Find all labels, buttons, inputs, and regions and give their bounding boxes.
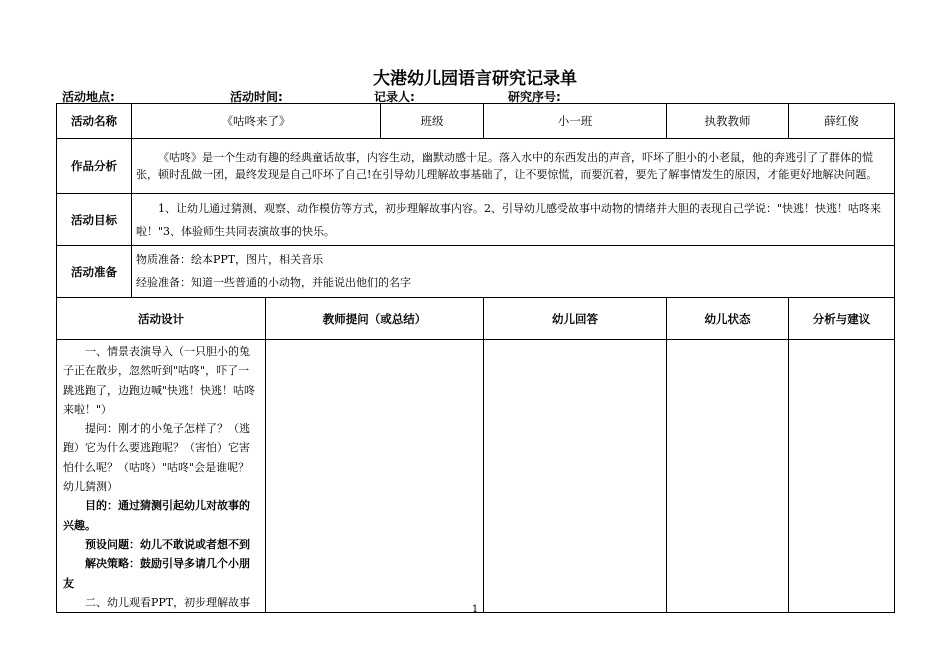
- activity-name-value: 《咕咚来了》: [132, 104, 381, 139]
- recorder-label: 记录人:: [374, 90, 415, 104]
- design-header-row: [57, 298, 895, 340]
- design-content: [57, 340, 266, 613]
- design-intro: 一、情景表演导入（一只胆小的兔子正在散步，忽然听到"咕咚"，吓了一跳逃跑了，边跑边喊"快逃！快逃！咕咚来啦！"）: [63, 345, 256, 416]
- prep-row: [57, 246, 895, 298]
- analysis-row: [57, 139, 895, 194]
- record-form-table: [56, 103, 895, 613]
- teacher-label: 执教教师: [667, 104, 789, 139]
- class-value: 小一班: [484, 104, 667, 139]
- prep-cell: [132, 246, 895, 298]
- status-header: 幼儿状态: [667, 298, 789, 340]
- prep-material: 物质准备：绘本PPT，图片，相关音乐: [136, 253, 324, 266]
- design-header: 活动设计: [57, 298, 266, 340]
- teacher-value: 薛红俊: [789, 104, 895, 139]
- analysis-text: 《咕咚》是一个生动有趣的经典童话故事，内容生动，幽默动感十足。落入水中的东西发出的声音，吓坏了胆小的小老鼠，他的奔逃引了了群体的慌张，顿时乱做一团，最终发现是自己吓坏了自己!在引导幼儿理解故事基础了，让不要惊慌，而要沉着，要先了解事情发生的原因，才能更好地解决问题。: [136, 151, 878, 181]
- advice-header: 分析与建议: [789, 298, 895, 340]
- activity-name-row: [57, 104, 895, 139]
- serial-label: 研究序号:: [508, 90, 561, 104]
- goals-label: 活动目标: [57, 194, 132, 246]
- prep-label: 活动准备: [57, 246, 132, 298]
- question-header: 教师提问（或总结）: [266, 298, 484, 340]
- design-question: 提问：刚才的小兔子怎样了？（逃跑）它为什么要逃跑呢？（害怕）它害怕什么呢？（咕咚）"咕咚"会是谁呢？幼儿猜测）: [63, 422, 250, 494]
- prep-experience: 经验准备：知道一些普通的小动物，并能说出他们的名字: [136, 276, 411, 289]
- activity-name-label: 活动名称: [57, 104, 132, 139]
- time-label: 活动时间:: [230, 90, 283, 104]
- question-cell[interactable]: [266, 340, 484, 613]
- design-step-two: 二、幼儿观看PPT，初步理解故事: [85, 595, 251, 609]
- page-number: 1: [471, 604, 479, 615]
- goals-cell: [132, 194, 895, 246]
- goals-text: 1、让幼儿通过猜测、观察、动作模仿等方式，初步理解故事内容。2、引导幼儿感受故事中动物的情绪并大胆的表现自己学说："快逃！快逃！咕咚来啦！"3、体验师生共同表演故事的快乐。: [136, 201, 882, 238]
- analysis-label: 作品分析: [57, 139, 132, 194]
- location-label: 活动地点:: [62, 90, 115, 104]
- goals-row: [57, 194, 895, 246]
- status-cell[interactable]: [667, 340, 789, 613]
- class-label: 班级: [381, 104, 484, 139]
- record-meta-line: [62, 88, 902, 104]
- design-problem: 预设问题：幼儿不敢说或者想不到: [85, 537, 250, 551]
- answer-header: 幼儿回答: [484, 298, 667, 340]
- design-strategy: 解决策略：鼓励引导多请几个小朋友: [63, 557, 250, 590]
- answer-cell[interactable]: [484, 340, 667, 613]
- advice-cell[interactable]: [789, 340, 895, 613]
- design-body-row: [57, 340, 895, 613]
- page-title: 大港幼儿园语言研究记录单: [373, 69, 577, 89]
- design-goal: 目的：通过猜测引起幼儿对故事的兴趣。: [63, 499, 250, 532]
- analysis-cell: [132, 139, 895, 194]
